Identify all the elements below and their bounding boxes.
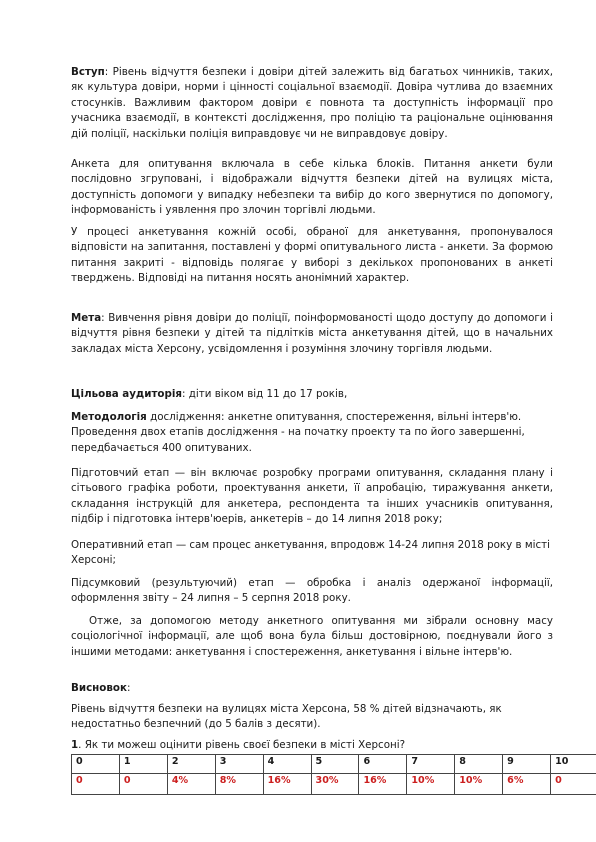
percent-cell: 16%: [263, 774, 311, 795]
percent-cell: 8%: [215, 774, 263, 795]
survey-blocks-paragraph: Анкета для опитування включала в себе кілька блоків. Питання анкети були послідовно згруповані, і відображали відчуття безпеки дітей на вулицях міста, доступність допомоги у випадку небезпеки та вибір до кого звернутися по допомогу, інформованість і уявлення про злочин торгівлі людьми.: [71, 158, 553, 217]
summary-methods-paragraph: Отже, за допомогою методу анкетного опитування ми зібрали основну масу соціологічної інформації, але щоб вона була більш достовірною, поєднували його з іншими методами: анкетування і спостереження, анкетування і вільне інтерв'ю.: [71, 615, 553, 658]
score-cell: 1: [119, 755, 167, 774]
percent-cell: 4%: [167, 774, 215, 795]
score-cell: 10: [551, 755, 596, 774]
percent-cell: 6%: [503, 774, 551, 795]
score-cell: 0: [72, 755, 120, 774]
intro-paragraph: [71, 65, 553, 142]
methodology-label: Методологія: [71, 411, 147, 423]
percent-cell: 10%: [407, 774, 455, 795]
score-cell: 9: [503, 755, 551, 774]
score-cell: 5: [311, 755, 359, 774]
methodology-paragraph: [71, 410, 553, 456]
safety-score-table: [71, 754, 596, 795]
percent-cell: 0: [119, 774, 167, 795]
conclusion-label: Висновок: [71, 682, 127, 694]
question-text: . Як ти можеш оцінити рівень своєї безпеки в місті Херсоні?: [78, 739, 406, 751]
percent-cell: 30%: [311, 774, 359, 795]
percent-cell: 16%: [359, 774, 407, 795]
conclusion-heading: [71, 681, 130, 696]
audience-text: : діти віком від 11 до 17 років,: [182, 388, 348, 400]
percent-cell: 0: [551, 774, 596, 795]
methodology-text: дослідження: анкетне опитування, спостереження, вільні інтерв'ю. Проведення двох етапів дослідження - на початку проекту та по його завершенні, передбачається 400 опитуваних.: [71, 411, 525, 454]
percent-row: [72, 774, 596, 795]
score-cell: 6: [359, 755, 407, 774]
goal-paragraph: [71, 311, 553, 357]
question-line: [71, 738, 405, 753]
score-cell: 7: [407, 755, 455, 774]
intro-text: : Рівень відчуття безпеки і довіри дітей залежить від багатьох чинників, таких, як культура довіри, норми і цінності соціальної взаємодії. Довіра чутлива до взаємних стосунків. Важливим фактором довіри є повнота та доступність інформації про учасника взаємодії, в контексті дослідження, про поліцію та раціональне оцінювання дій поліції, наскільки поліція виправдовує чи не виправдовує довіру.: [71, 66, 553, 140]
score-cell: 3: [215, 755, 263, 774]
audience-paragraph: [71, 387, 553, 402]
stage-oper-paragraph: Оперативний етап — сам процес анкетування, впродовж 14-24 липня 2018 року в місті Херсоні;: [71, 539, 550, 567]
goal-label: Мета: [71, 312, 102, 324]
stage-prep-paragraph: Підготовчий етап — він включає розробку програми опитування, складання плану і сітьового графіка роботи, проектування анкети, її апробацію, тиражування анкети, складання інструкцій для анкетера, респондента та інших учасників опитування, підбір і підготовка інтерв'юерів, анкетерів – до 14 липня 2018 року;: [71, 467, 553, 526]
score-cell: 4: [263, 755, 311, 774]
score-cell: 8: [455, 755, 503, 774]
audience-label: Цільова аудиторія: [71, 388, 183, 400]
conclusion-colon: :: [126, 682, 131, 694]
score-cell: 2: [167, 755, 215, 774]
goal-text: : Вивчення рівня довіри до поліції, поінформованості щодо доступу до допомоги і відчуття рівня безпеки у дітей та підлітків міста анкетування дітей, що в начальних закладах міста Херсону, усвідомлення і розуміння злочину торгівля людьми.: [71, 312, 553, 355]
stage-final-paragraph: Підсумковий (результуючий) етап — обробка і аналіз одержаної інформації, оформлення звіту – 24 липня – 5 серпня 2018 року.: [71, 577, 553, 605]
score-header-row: [72, 755, 596, 774]
percent-cell: 0: [72, 774, 120, 795]
question-number: 1: [71, 739, 79, 751]
intro-label: Вступ: [71, 66, 105, 78]
conclusion-text: Рівень відчуття безпеки на вулицях міста Херсона, 58 % дітей відзначають, як недостатньо безпечний (до 5 балів з десяти).: [71, 703, 502, 731]
percent-cell: 10%: [455, 774, 503, 795]
survey-process-paragraph: У процесі анкетування кожній особі, обраної для анкетування, пропонувалося відповісти на запитання, поставлені у формі опитувального листа - анкети. За формою питання закриті - відповідь полягає у виборі з декількох пропонованих в анкеті тверджень. Відповіді на питання носять анонімний характер.: [71, 226, 553, 285]
